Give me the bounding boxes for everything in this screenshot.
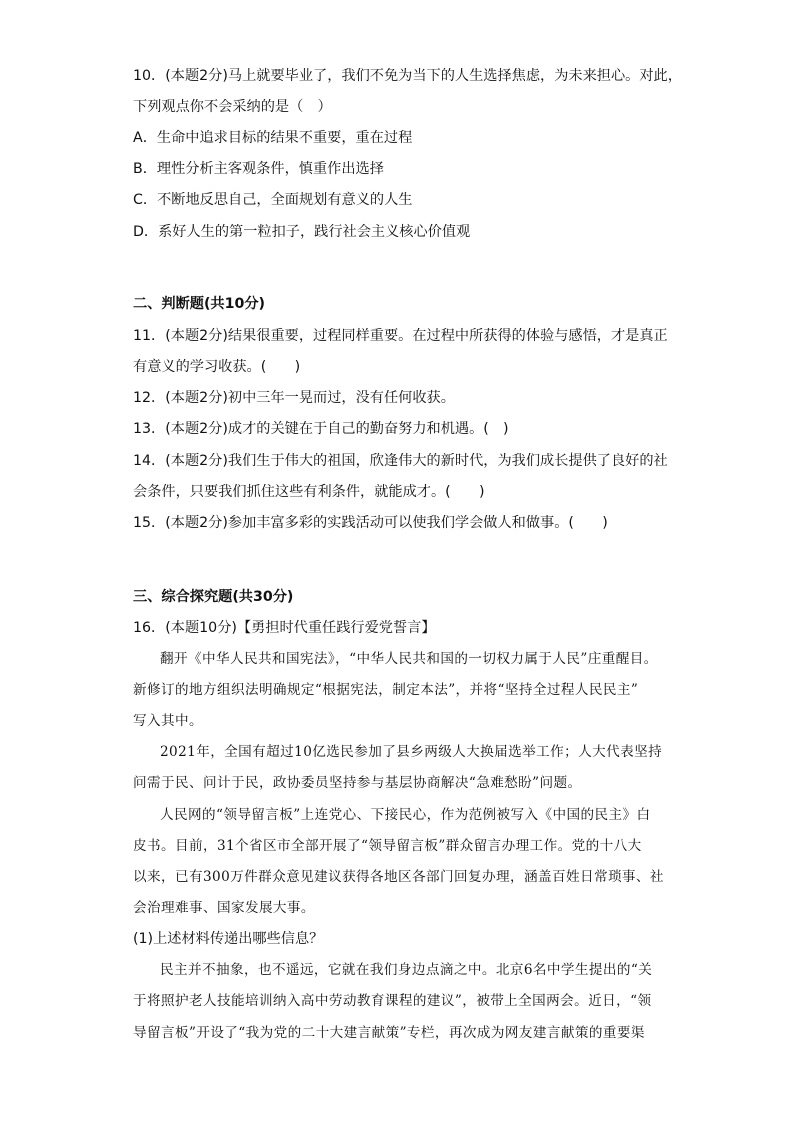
material-para3-line4: 会治理难事、国家发展大事。 xyxy=(133,900,315,916)
q10-stem-line1: 10．(本题2分)马上就要毕业了，我们不免为当下的人生选择焦虑，为未来担心。对此， xyxy=(133,68,682,84)
material-para2-line1: 2021年，全国有超过10亿选民参加了县乡两级人大换届选举工作；人大代表坚持 xyxy=(160,744,663,760)
material-para3-line2: 皮书。目前，31个省区市全部开展了“领导留言板”群众留言办理工作。党的十八大 xyxy=(133,838,642,854)
material-para3-line3: 以来，已有300万件群众意见建议获得各地区各部门回复办理，涵盖百姓日常琐事、社 xyxy=(133,869,664,885)
q10-option-d: D．系好人生的第一粒扣子，践行社会主义核心价值观 xyxy=(133,224,471,240)
q13: 13．(本题2分)成才的关键在于自己的勤奋努力和机遇。( ) xyxy=(133,421,509,437)
q10-stem-line2: 下列观点你不会采纳的是（ ） xyxy=(133,99,332,115)
material-para1-line3: 写入其中。 xyxy=(133,713,203,729)
material2-line3: 导留言板”开设了“我为党的二十大建言献策”专栏，再次成为网友建言献策的重要渠 xyxy=(133,1025,645,1041)
q16-sub1: (1)上述材料传递出哪些信息？ xyxy=(133,931,324,947)
q15: 15．(本题2分)参加丰富多彩的实践活动可以使我们学会做人和做事。( ) xyxy=(133,515,608,531)
material-para1-line2: 新修订的地方组织法明确规定“根据宪法，制定本法”，并将“坚持全过程人民民主” xyxy=(133,682,639,698)
q10-option-c: C．不断地反思自己，全面规划有意义的人生 xyxy=(133,192,413,208)
q14-line1: 14．(本题2分)我们生于伟大的祖国，欣逢伟大的新时代，为我们成长提供了良好的社 xyxy=(133,453,668,469)
q14-line2: 会条件，只要我们抓住这些有利条件，就能成才。( ) xyxy=(133,484,485,500)
q10-option-b: B．理性分析主客观条件，慎重作出选择 xyxy=(133,161,384,177)
material-para2-line2: 问需于民、问计于民，政协委员坚持参与基层协商解决“急难愁盼”问题。 xyxy=(133,775,582,791)
section3-title: 三、综合探究题(共30分) xyxy=(133,589,294,605)
q10-option-a: A．生命中追求目标的结果不重要，重在过程 xyxy=(133,130,413,146)
material-para1-line1: 翻开《中华人民共和国宪法》，“中华人民共和国的一切权力属于人民”庄重醒目。 xyxy=(160,651,658,667)
material2-line1: 民主并不抽象，也不遥远，它就在我们身边点滴之中。北京6名中学生提出的“关 xyxy=(160,962,653,978)
section2-title: 二、判断题(共10分) xyxy=(133,296,266,312)
q11-line2: 有意义的学习收获。( ) xyxy=(133,359,301,375)
q12: 12．(本题2分)初中三年一晃而过，没有任何收获。 xyxy=(133,390,455,406)
q11-line1: 11．(本题2分)结果很重要，过程同样重要。在过程中所获得的体验与感悟，才是真正 xyxy=(133,328,668,344)
q16-heading: 16．(本题10分)【勇担时代重任践行爱党誓言】 xyxy=(133,620,436,636)
material2-line2: 于将照护老人技能培训纳入高中劳动教育课程的建议”，被带上全国两会。近日，“领 xyxy=(133,993,652,1009)
material-para3-line1: 人民网的“领导留言板”上连党心、下接民心，作为范例被写入《中国的民主》白 xyxy=(160,807,651,823)
